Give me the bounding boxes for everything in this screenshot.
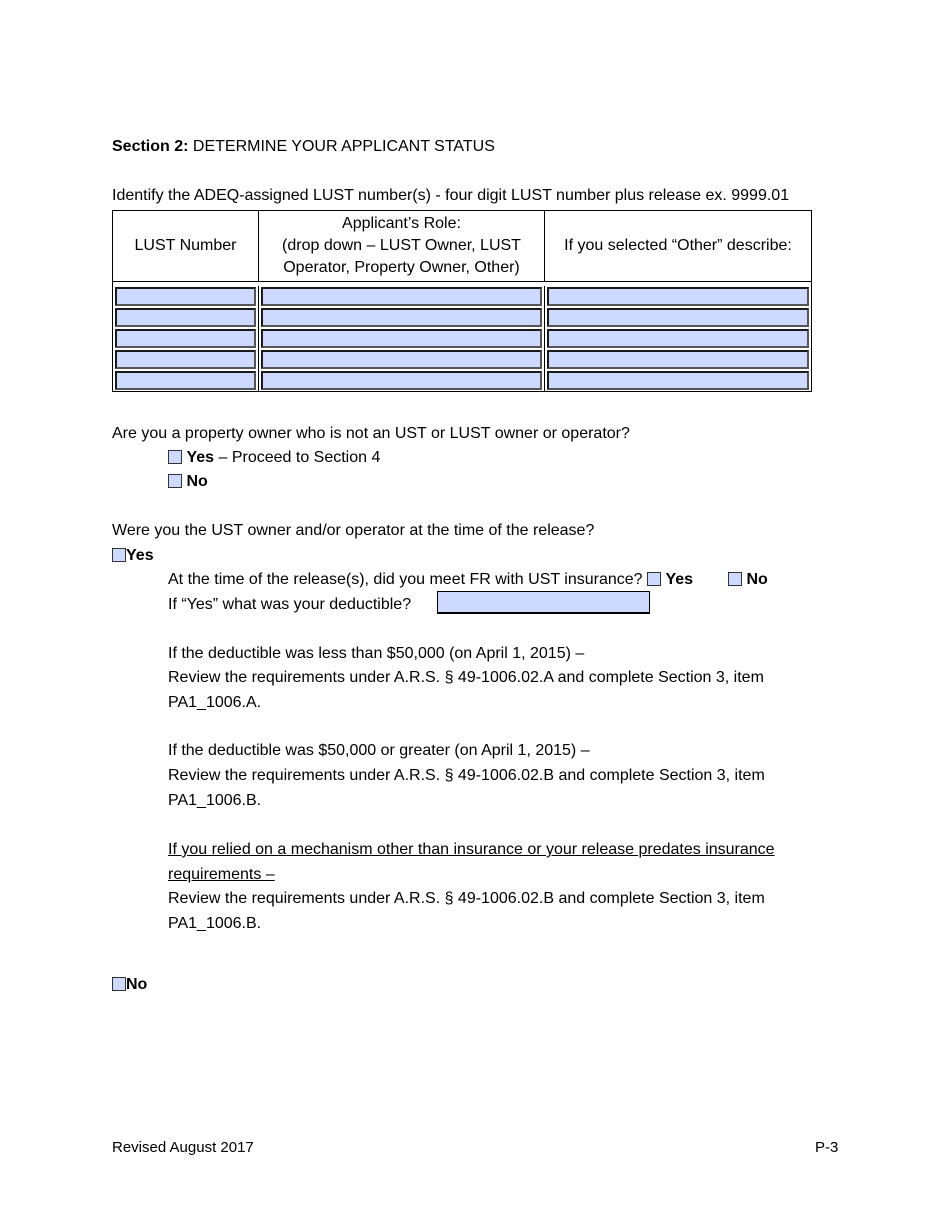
other-describe-input[interactable]	[547, 371, 809, 390]
q2-no-label: No	[126, 976, 148, 993]
q2-yes-checkbox[interactable]	[112, 548, 126, 562]
fr-no-label: No	[746, 571, 768, 588]
role-cell	[259, 328, 545, 349]
lust-table	[112, 210, 812, 392]
other-cell	[545, 328, 812, 349]
role-dropdown[interactable]	[261, 350, 542, 369]
role-cell	[259, 370, 545, 392]
para3-line4: PA1_1006.B.	[168, 915, 262, 932]
lust-number-input[interactable]	[115, 329, 256, 348]
deductible-question: If “Yes” what was your deductible?	[168, 596, 412, 613]
lust-number-input[interactable]	[115, 350, 256, 369]
other-cell	[545, 370, 812, 392]
para2-line2: Review the requirements under A.R.S. § 49-1006.02.B and complete Section 3, item	[168, 767, 765, 784]
header-applicant-role	[259, 211, 545, 282]
fr-yes-label: Yes	[665, 571, 694, 588]
role-dropdown[interactable]	[261, 329, 542, 348]
fr-yes-checkbox[interactable]	[647, 572, 661, 586]
role-cell	[259, 349, 545, 370]
section-heading	[112, 135, 495, 159]
role-dropdown[interactable]	[261, 308, 542, 327]
other-describe-input[interactable]	[547, 308, 809, 327]
table-row	[113, 370, 812, 392]
footer-page-number: P-3	[815, 1139, 839, 1156]
q1-yes-suffix: – Proceed to Section 4	[214, 449, 381, 466]
other-cell	[545, 307, 812, 328]
q1-yes-checkbox[interactable]	[168, 450, 182, 464]
para3-line3: Review the requirements under A.R.S. § 49-1006.02.B and complete Section 3, item	[168, 890, 765, 907]
section-title: DETERMINE YOUR APPLICANT STATUS	[188, 138, 495, 155]
lust-number-input[interactable]	[115, 371, 256, 390]
other-describe-input[interactable]	[547, 287, 809, 306]
lust-number-input[interactable]	[115, 287, 256, 306]
q2-question: Were you the UST owner and/or operator at the time of the release?	[112, 522, 595, 539]
fr-no-checkbox[interactable]	[728, 572, 742, 586]
lust-number-cell	[113, 370, 259, 392]
header-other-describe: If you selected “Other” describe:	[545, 211, 812, 282]
fr-question-row	[168, 568, 768, 592]
para3-line2: requirements –	[168, 866, 275, 883]
table-row	[113, 328, 812, 349]
q1-no-option	[168, 470, 208, 494]
role-cell	[259, 286, 545, 307]
lust-instruction: Identify the ADEQ-assigned LUST number(s) - four digit LUST number plus release ex. 9999.01	[112, 187, 790, 204]
q2-yes-label: Yes	[126, 547, 154, 564]
role-dropdown[interactable]	[261, 371, 542, 390]
footer-revised: Revised August 2017	[112, 1139, 254, 1156]
lust-number-cell	[113, 349, 259, 370]
para2-line3: PA1_1006.B.	[168, 792, 262, 809]
q1-yes-option	[168, 446, 380, 470]
header-role-line2: (drop down – LUST Owner, LUST	[282, 237, 521, 254]
table-row	[113, 349, 812, 370]
table-row	[113, 286, 812, 307]
q1-no-label: No	[186, 473, 208, 490]
para1-line3: PA1_1006.A.	[168, 694, 262, 711]
other-describe-input[interactable]	[547, 329, 809, 348]
q2-no-checkbox[interactable]	[112, 977, 126, 991]
role-dropdown[interactable]	[261, 287, 542, 306]
other-cell	[545, 349, 812, 370]
deductible-input[interactable]	[437, 591, 650, 614]
para2-line1: If the deductible was $50,000 or greater (on April 1, 2015) –	[168, 742, 590, 759]
lust-number-cell	[113, 307, 259, 328]
para1-line1: If the deductible was less than $50,000 (on April 1, 2015) –	[168, 645, 585, 662]
para1-line2: Review the requirements under A.R.S. § 49-1006.02.A and complete Section 3, item	[168, 669, 764, 686]
q2-no-option	[112, 973, 147, 997]
other-describe-input[interactable]	[547, 350, 809, 369]
fr-question: At the time of the release(s), did you meet FR with UST insurance?	[168, 571, 643, 588]
q2-yes-option	[112, 544, 154, 568]
lust-number-input[interactable]	[115, 308, 256, 327]
lust-number-cell	[113, 286, 259, 307]
q1-question: Are you a property owner who is not an UST or LUST owner or operator?	[112, 425, 630, 442]
lust-number-cell	[113, 328, 259, 349]
para3-line1: If you relied on a mechanism other than insurance or your release predates insurance	[168, 841, 775, 858]
table-header-row	[113, 211, 812, 282]
section-label: Section 2:	[112, 138, 189, 155]
header-role-line3: Operator, Property Owner, Other)	[283, 259, 520, 276]
header-role-line1: Applicant’s Role:	[342, 215, 461, 232]
q1-yes-label: Yes	[186, 449, 215, 466]
table-row	[113, 307, 812, 328]
role-cell	[259, 307, 545, 328]
other-cell	[545, 286, 812, 307]
q1-no-checkbox[interactable]	[168, 474, 182, 488]
header-lust-number: LUST Number	[113, 211, 259, 282]
